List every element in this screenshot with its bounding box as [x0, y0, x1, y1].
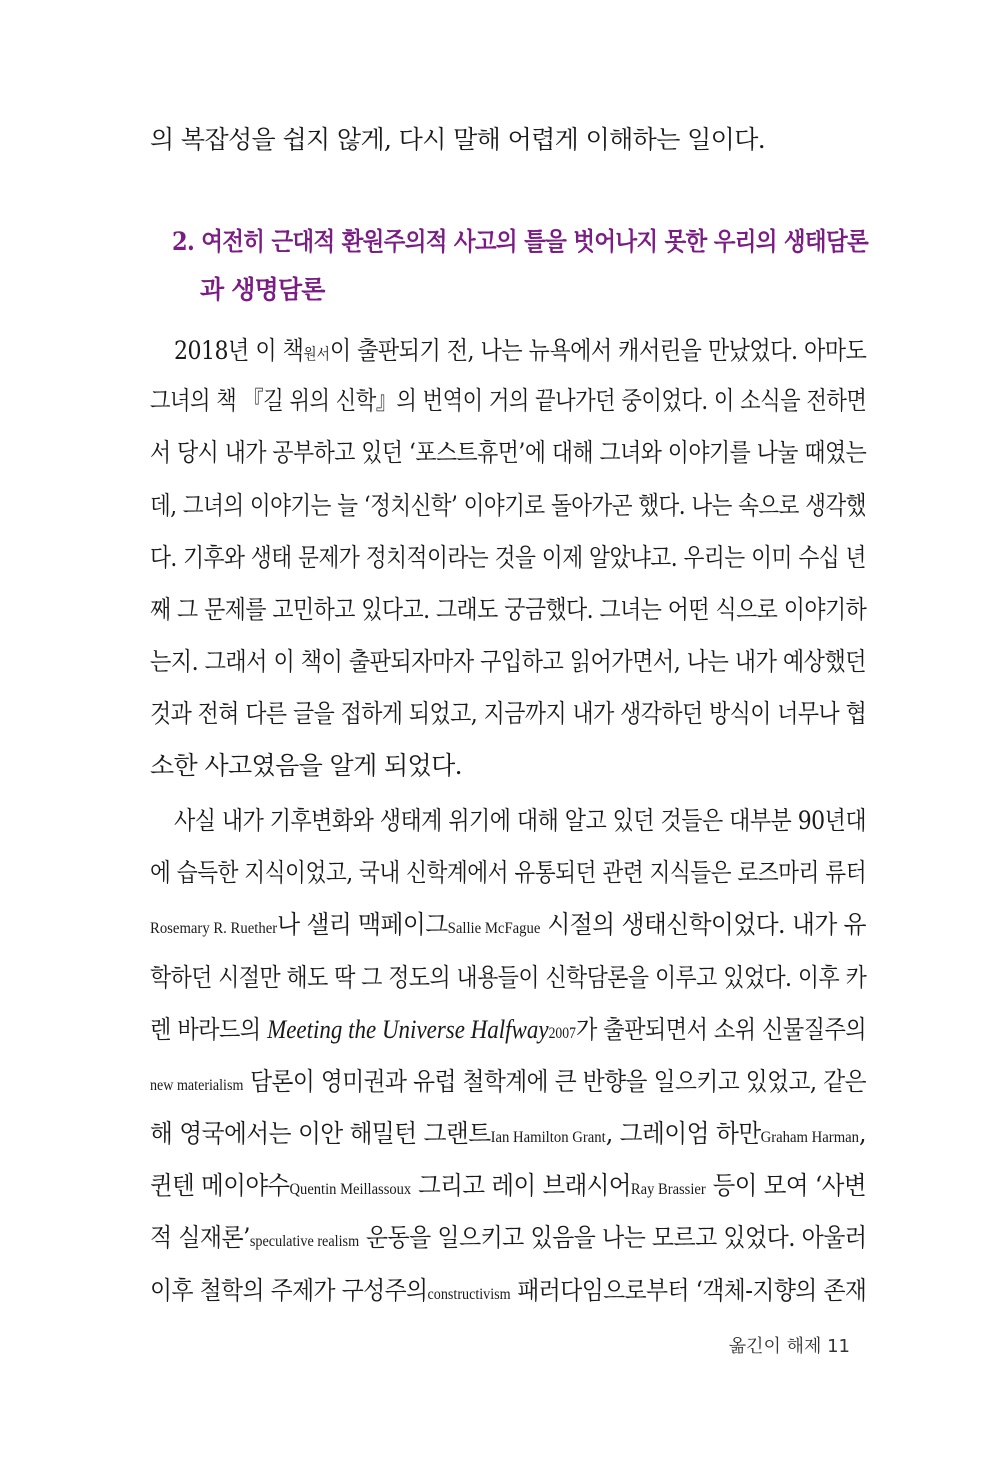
- text-span: 가 출판되면서 소위 신물질주의: [575, 1015, 867, 1044]
- section-heading: 2. 여전히 근대적 환원주의적 사고의 틀을 벗어나지 못한 우리의 생태담론: [172, 227, 869, 256]
- text-line: 에 습득한 지식이었고, 국내 신학계에서 유통되던 관련 지식들은 로즈마리 류터: [150, 858, 867, 887]
- text-span: 2018년 이 책: [174, 336, 304, 365]
- page-number: 11: [827, 1336, 850, 1357]
- text-line: [150, 905, 866, 945]
- text-span: , 그레이엄 하만: [605, 1119, 761, 1148]
- running-title: 옮긴이 해제: [728, 1336, 822, 1357]
- foreign-term: Graham Harman: [760, 1129, 860, 1146]
- year-annotation: 2007: [548, 1025, 576, 1042]
- text-line: [150, 1062, 866, 1102]
- foreign-term: new materialism: [150, 1077, 244, 1094]
- text-line: [150, 1166, 866, 1206]
- book-title: Meeting the Universe Halfway: [267, 1015, 549, 1044]
- text-span: 해 영국에서는 이안 해밀턴 그랜트: [150, 1119, 491, 1148]
- section-heading-continued: 과 생명담론: [200, 275, 325, 304]
- text-span: 등이 모여 ‘사변: [705, 1171, 866, 1200]
- foreign-term: Ray Brassier: [630, 1181, 706, 1198]
- text-line: 다. 기후와 생태 문제가 정치적이라는 것을 이제 알았냐고. 우리는 이미 수십 년: [150, 543, 866, 572]
- text-span: 패러다임으로부터 ‘객체-지향의 존재: [510, 1276, 867, 1305]
- paragraph-first-line: [174, 331, 866, 371]
- annotation-span: 원서: [303, 345, 330, 363]
- text-span: 적 실재론’: [150, 1223, 250, 1252]
- text-span: 렌 바라드의: [150, 1015, 268, 1044]
- foreign-term: Rosemary R. Ruether: [150, 920, 278, 937]
- foreign-term: constructivism: [427, 1286, 511, 1303]
- paragraph-first-line: 사실 내가 기후변화와 생태계 위기에 대해 알고 있던 것들은 대부분 90년대: [174, 806, 867, 835]
- text-line: 는지. 그래서 이 책이 출판되자마자 구입하고 읽어가면서, 나는 내가 예상했던: [150, 647, 867, 676]
- text-line: 것과 전혀 다른 글을 접하게 되었고, 지금까지 내가 생각하던 방식이 너무나 협: [150, 699, 867, 728]
- text-line: [150, 1010, 866, 1050]
- text-span: 이 출판되기 전, 나는 뉴욕에서 캐서린을 만났었다. 아마도: [329, 336, 867, 365]
- text-span: 운동을 일으키고 있음을 나는 모르고 있었다. 아울러: [359, 1223, 867, 1252]
- text-line: 그녀의 책 『길 위의 신학』의 번역이 거의 끝나가던 중이었다. 이 소식을 전하면: [150, 386, 867, 415]
- text-line: [150, 1114, 866, 1154]
- text-span: 시절의 생태신학이었다. 내가 유: [540, 910, 867, 939]
- foreign-term: Ian Hamilton Grant: [490, 1129, 606, 1146]
- foreign-term: Quentin Meillassoux: [289, 1181, 412, 1198]
- foreign-term: speculative realism: [249, 1233, 360, 1250]
- text-line: [150, 1271, 866, 1311]
- text-line: 째 그 문제를 고민하고 있다고. 그래도 궁금했다. 그녀는 어떤 식으로 이야기하: [150, 595, 867, 624]
- foreign-term: Sallie McFague: [447, 920, 541, 937]
- text-line: 서 당시 내가 공부하고 있던 ‘포스트휴먼’에 대해 그녀와 이야기를 나눌 때였는: [150, 438, 867, 467]
- text-span: ,: [859, 1119, 866, 1148]
- text-line: [150, 1218, 866, 1258]
- text-line: 의 복잡성을 쉽지 않게, 다시 말해 어렵게 이해하는 일이다.: [150, 125, 766, 154]
- text-line: 데, 그녀의 이야기는 늘 ‘정치신학’ 이야기로 돌아가곤 했다. 나는 속으로 생각했: [150, 491, 866, 520]
- text-line: 소한 사고였음을 알게 되었다.: [150, 751, 462, 780]
- text-span: 퀸텐 메이야수: [150, 1171, 290, 1200]
- text-span: 그리고 레이 브래시어: [411, 1171, 631, 1200]
- text-line: 학하던 시절만 해도 딱 그 정도의 내용들이 신학담론을 이루고 있었다. 이후 카: [150, 963, 867, 992]
- text-span: 담론이 영미권과 유럽 철학계에 큰 반향을 일으키고 있었고, 같은: [243, 1067, 867, 1096]
- text-span: 이후 철학의 주제가 구성주의: [150, 1276, 428, 1305]
- page-footer: [720, 1332, 850, 1362]
- text-span: 나 샐리 맥페이그: [277, 910, 448, 939]
